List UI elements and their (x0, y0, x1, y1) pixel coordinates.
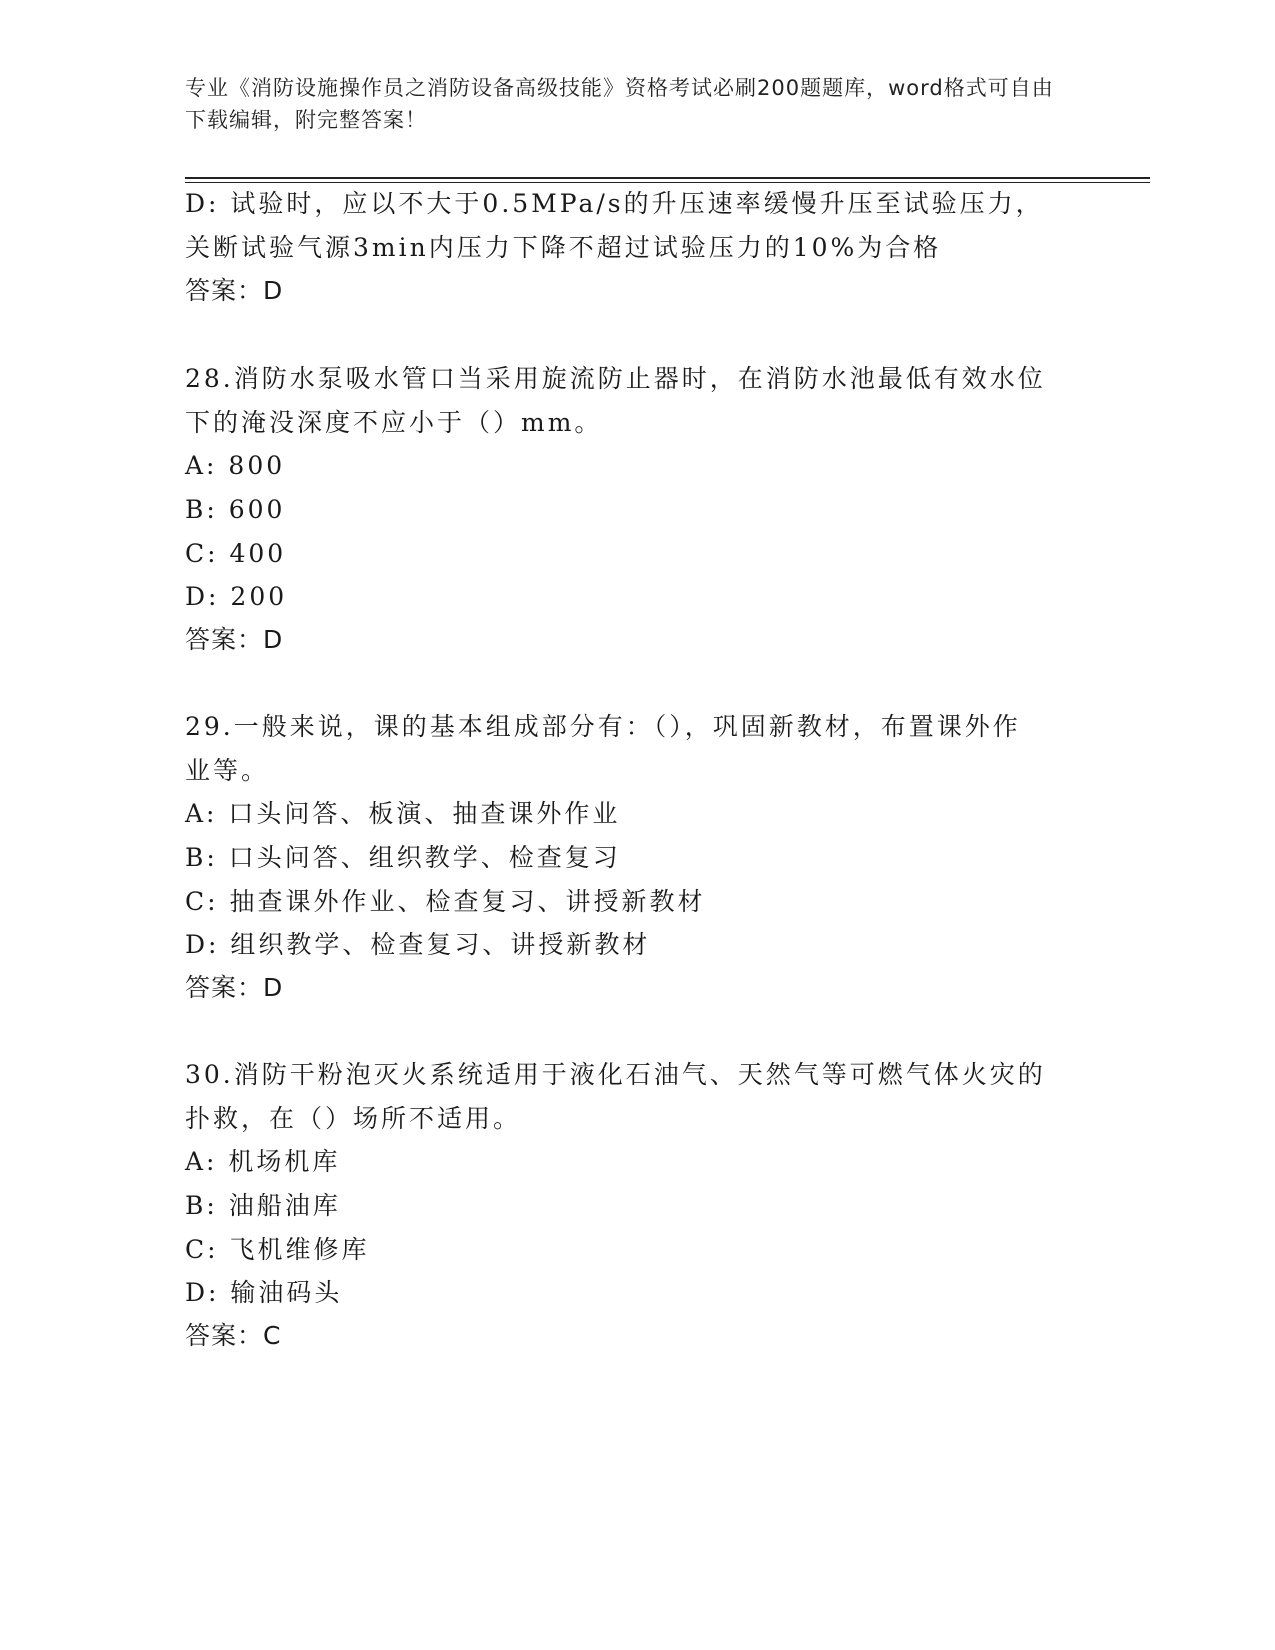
question-option-b: B: 口头问答、组织教学、检查复习 (185, 843, 621, 872)
question-answer: 答案：D (185, 973, 284, 1002)
question-stem-line2: 扑救，在（）场所不适用。 (185, 1104, 522, 1133)
question-option-a: A: 800 (185, 451, 286, 480)
question-option-b: B: 油船油库 (185, 1191, 341, 1220)
question-stem-line1: 28.消防水泵吸水管口当采用旋流防止器时，在消防水池最低有效水位 (185, 364, 1046, 393)
question-option-a: A: 口头问答、板演、抽查课外作业 (185, 799, 621, 828)
document-header: 专业《消防设施操作员之消防设备高级技能》资格考试必刷200题题库，word格式可自由下载编辑，附完整答案！ (185, 76, 1054, 132)
question-option-d: D: 输油码头 (185, 1278, 343, 1307)
carryover-answer: 答案：D (185, 276, 284, 305)
question-option-a: A: 机场机库 (185, 1147, 341, 1176)
question-stem-line2: 业等。 (185, 756, 270, 785)
question-option-c: C: 400 (185, 539, 287, 568)
carryover-option-d-line1: D: 试验时，应以不大于0.5MPa/s的升压速率缓慢升压至试验压力， (185, 189, 1044, 218)
question-stem-line2: 下的淹没深度不应小于（）mm。 (185, 408, 603, 437)
question-option-c: C: 抽查课外作业、检查复习、讲授新教材 (185, 887, 706, 916)
question-option-c: C: 飞机维修库 (185, 1235, 370, 1264)
question-stem-line1: 30.消防干粉泡灭火系统适用于液化石油气、天然气等可燃气体火灾的 (185, 1060, 1046, 1089)
question-option-b: B: 600 (185, 495, 286, 524)
header-rule-thick (185, 177, 1150, 179)
carryover-option-d-line2: 关断试验气源3min内压力下降不超过试验压力的10%为合格 (185, 233, 942, 262)
header-rule-thin (185, 182, 1150, 183)
question-option-d: D: 200 (185, 582, 288, 611)
question-option-d: D: 组织教学、检查复习、讲授新教材 (185, 930, 651, 959)
question-stem-line1: 29.一般来说，课的基本组成部分有：（），巩固新教材，布置课外作 (185, 712, 1021, 741)
question-answer: 答案：D (185, 625, 284, 654)
question-answer: 答案：C (185, 1321, 282, 1350)
